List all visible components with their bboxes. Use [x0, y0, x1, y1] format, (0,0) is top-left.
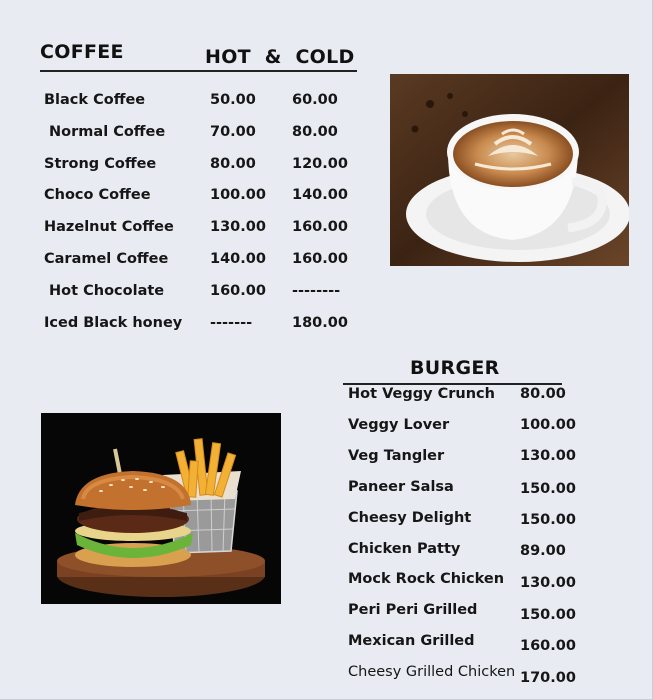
- burger-name: Mock Rock Chicken: [348, 571, 505, 587]
- burger-name: Peri Peri Grilled: [348, 602, 478, 618]
- burger-price: 130.00: [520, 448, 576, 464]
- latte-art-cup-icon: [390, 74, 629, 266]
- coffee-cold-price: 180.00: [292, 315, 348, 331]
- burger-name: Cheesy Delight: [348, 510, 472, 526]
- coffee-cold-price: 140.00: [292, 187, 348, 203]
- coffee-cold-price: 120.00: [292, 156, 348, 172]
- coffee-name: Normal Coffee: [44, 124, 166, 140]
- burger-name: Paneer Salsa: [348, 479, 454, 495]
- coffee-divider: [40, 70, 357, 72]
- coffee-name: Iced Black honey: [44, 315, 183, 331]
- coffee-name: Choco Coffee: [44, 187, 151, 203]
- burger-name: Mexican Grilled: [348, 633, 475, 649]
- coffee-hot-price: 160.00: [210, 283, 266, 299]
- coffee-hot-price: 70.00: [210, 124, 256, 140]
- burger-title: BURGER: [410, 357, 500, 379]
- coffee-cold-price: --------: [292, 283, 341, 299]
- burger-price: 170.00: [520, 670, 576, 686]
- hot-cold-header: HOT & COLD: [205, 46, 355, 68]
- coffee-name: Caramel Coffee: [44, 251, 169, 267]
- burger-price: 150.00: [520, 512, 576, 528]
- burger-name: Veg Tangler: [348, 448, 445, 464]
- burger-name: Veggy Lover: [348, 417, 450, 433]
- burger-price: 150.00: [520, 481, 576, 497]
- burger-and-fries-icon: [41, 413, 281, 604]
- burger-price: 89.00: [520, 543, 566, 559]
- burger-divider: [343, 383, 562, 385]
- coffee-cold-price: 160.00: [292, 251, 348, 267]
- coffee-hot-price: 130.00: [210, 219, 266, 235]
- burger-price: 80.00: [520, 386, 566, 402]
- coffee-hot-price: 50.00: [210, 92, 256, 108]
- coffee-cold-price: 60.00: [292, 92, 338, 108]
- coffee-name: Black Coffee: [44, 92, 146, 108]
- burger-price: 100.00: [520, 417, 576, 433]
- burger-name: Cheesy Grilled Chicken: [348, 664, 516, 680]
- coffee-name: Hot Chocolate: [44, 283, 165, 299]
- burger-price: 130.00: [520, 575, 576, 591]
- coffee-name: Strong Coffee: [44, 156, 157, 172]
- coffee-hot-price: -------: [210, 315, 253, 331]
- coffee-title: COFFEE: [40, 41, 124, 63]
- coffee-hot-price: 100.00: [210, 187, 266, 203]
- burger-name: Hot Veggy Crunch: [348, 386, 495, 402]
- coffee-cold-price: 160.00: [292, 219, 348, 235]
- burger-price: 160.00: [520, 638, 576, 654]
- burger-price: 150.00: [520, 607, 576, 623]
- coffee-hot-price: 140.00: [210, 251, 266, 267]
- coffee-hot-price: 80.00: [210, 156, 256, 172]
- coffee-cold-price: 80.00: [292, 124, 338, 140]
- burger-name: Chicken Patty: [348, 541, 461, 557]
- coffee-name: Hazelnut Coffee: [44, 219, 174, 235]
